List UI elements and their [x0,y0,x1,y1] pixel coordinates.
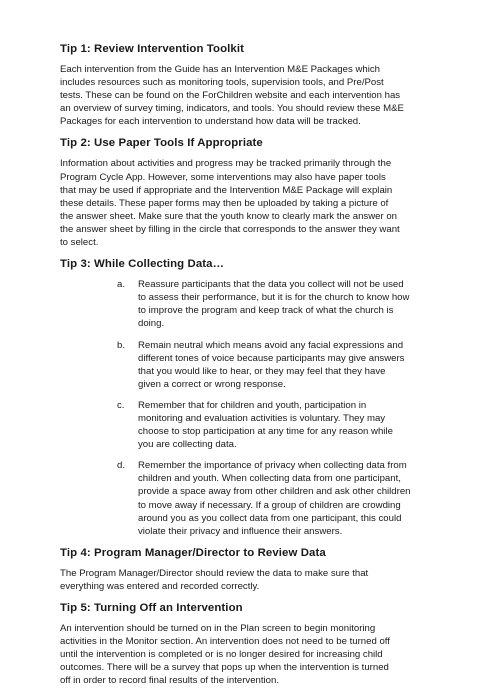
text-line: choose to stop participation at any time for any reason while [138,426,393,438]
text-line: to select. [60,237,99,249]
tip-1-section [60,42,447,128]
text-line: an overview of survey timing, indicators, and tools. You should review these M&E [60,103,404,115]
text-line: An intervention should be turned on in the Plan screen to begin monitoring [60,623,376,634]
text-line: that may be used if appropriate and the Intervention M&E Package will explain [60,184,393,196]
text-line: tests. These can be found on the ForChildren website and each intervention has [60,90,401,102]
text-line: activities in the Monitor section. An intervention does not need to be turned off [60,636,390,648]
tip-3-heading: Tip 3: While Collecting Data… [60,258,225,271]
text-line: off in order to record final results of the intervention. [60,675,279,687]
list-item-text [138,459,447,538]
text-line: these details. These paper forms may then be uploaded by taking a picture of [60,197,389,209]
text-line: Remain neutral which means avoid any facial expressions and [138,339,404,351]
list-marker: d. [117,460,126,472]
text-line: violate their privacy and influence their answers. [138,525,343,537]
text-line: until the intervention is completed or is no longer desired for increasing child [60,649,383,661]
tip-1-paragraph [60,63,447,128]
tip-4-paragraph [60,567,447,593]
text-line: provide a space away from other children and ask other children [138,486,411,498]
text-line: Packages for each intervention to understand how data will be tracked. [60,116,361,128]
tip-4-section [60,546,447,593]
text-line: everything was entered and recorded correctly. [60,580,260,592]
tip-3-section [60,257,447,538]
text-line: to improve the program and keep track of what the church is [138,305,394,317]
text-line: doing. [138,318,165,330]
tip-2-paragraph [60,157,447,249]
text-line: you are collecting data. [138,439,237,451]
text-line: different tones of voice because participants may give answers [138,352,405,364]
list-item-text [138,339,447,391]
text-line: monitoring and evaluation activities is voluntary. They may [138,412,386,424]
tip-4-heading: Tip 4: Program Manager/Director to Review Data [60,546,326,559]
tip-5-heading: Tip 5: Turning Off an Intervention [60,602,243,614]
text-line: given a correct or wrong response. [138,378,286,390]
text-line: the answer sheet. Make sure that the youth know to clearly mark the answer on [60,210,398,222]
list-item [117,399,447,451]
list-marker: a. [117,279,126,291]
tip-5-paragraph [60,622,447,687]
list-item [117,339,447,391]
text-line: around you as you collect data from one participant, this could [138,512,402,524]
tip-2-section [60,136,447,249]
list-marker: b. [117,339,126,351]
list-item-text [138,278,447,330]
list-item [117,278,447,330]
text-line: Program Cycle App. However, some interventions may also have paper tools [60,171,386,183]
list-marker: c. [117,399,125,411]
tip-2-heading: Tip 2: Use Paper Tools If Appropriate [60,137,263,150]
text-line: children and youth. When collecting data from one participant, [138,473,401,485]
list-item [117,459,447,538]
text-line: Reassure participants that the data you collect will not be used [138,279,404,291]
text-line: that you would like to hear, or they may feel that they have [138,365,386,377]
tip-5-section [60,601,447,687]
tip-3-list [60,278,447,538]
text-line: includes resources such as monitoring tools, supervision tools, and Pre/Post [60,77,384,89]
text-line: Remember that for children and youth, participation in [138,399,367,411]
text-line: Each intervention from the Guide has an Intervention M&E Packages which [60,64,380,75]
tip-1-heading: Tip 1: Review Intervention Toolkit [60,43,244,55]
list-item-text [138,399,447,451]
text-line: to assess their performance, but it is for the church to know how [138,292,410,304]
text-line: Information about activities and progress may be tracked primarily through the [60,158,392,170]
text-line: the answer sheet by filling in the circle that corresponds to the answer they want [60,223,400,235]
text-line: Remember the importance of privacy when collecting data from [138,460,407,472]
text-line: The Program Manager/Director should review the data to make sure that [60,567,369,579]
text-line: to move away if necessary. If a group of children are crowding [138,499,401,511]
text-line: outcomes. There will be a survey that pops up when the intervention is turned [60,662,389,674]
